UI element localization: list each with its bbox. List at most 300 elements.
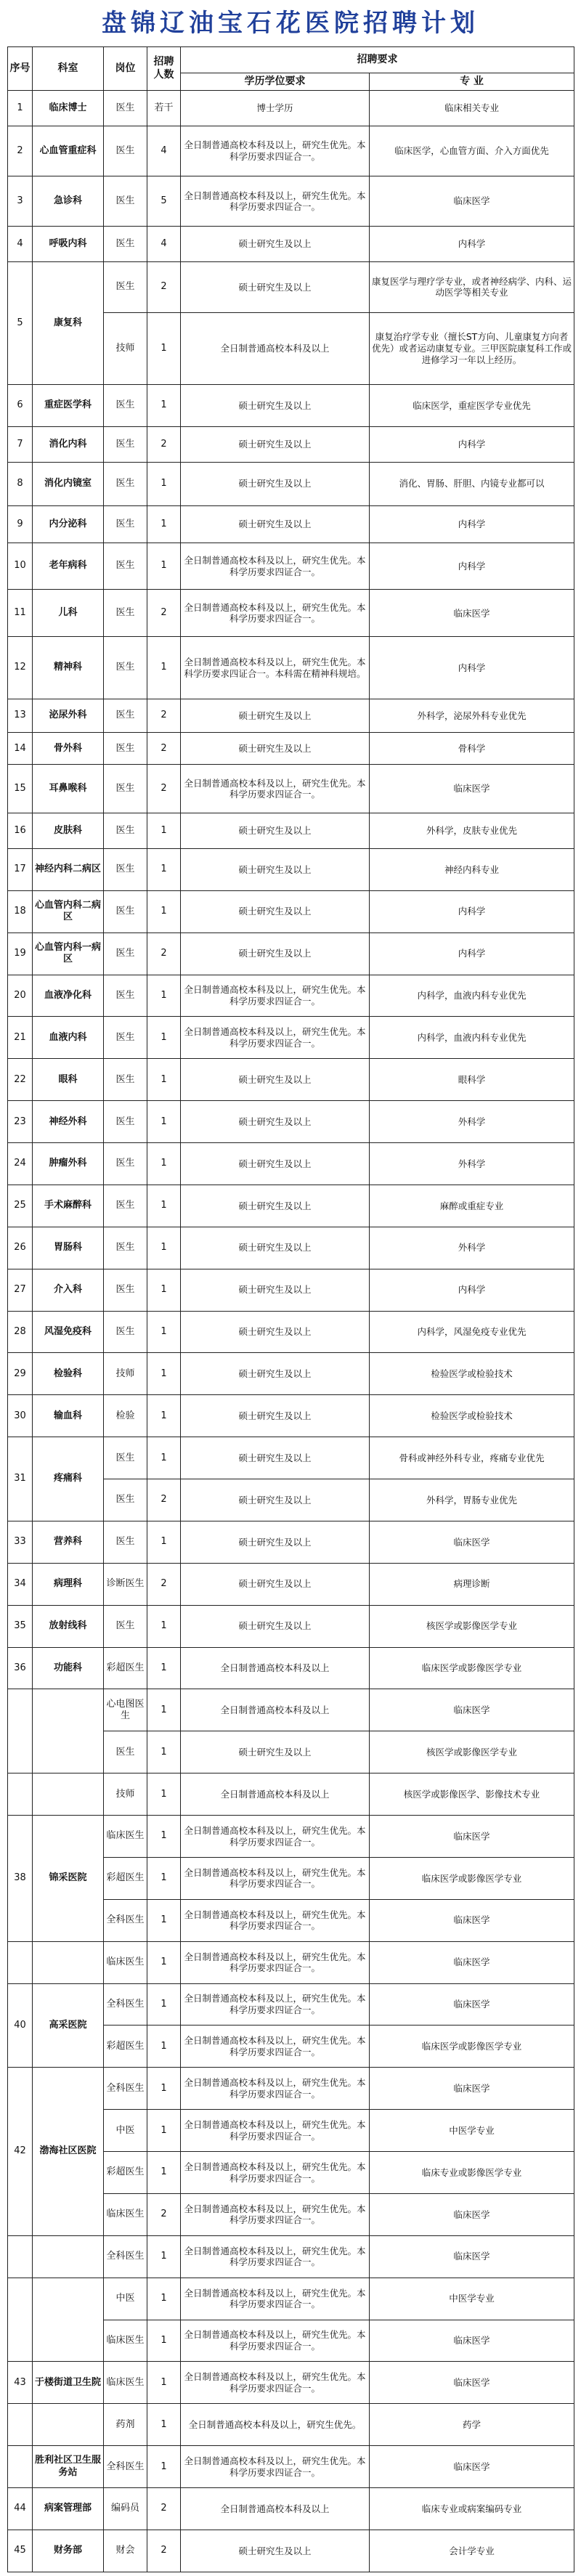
position-cell: 医生 — [104, 91, 147, 126]
major-requirement-cell: 临床医学或影像医学专业 — [370, 1647, 574, 1689]
department-cell: 高采医院 — [33, 1983, 104, 2068]
education-requirement-cell: 全日制普通高校本科及以上 — [181, 1689, 370, 1731]
row-number: 12 — [8, 637, 33, 699]
table-row — [8, 848, 574, 890]
major-requirement-cell: 临床医学 — [370, 2446, 574, 2488]
row-number: 44 — [8, 2488, 33, 2530]
row-number: 3 — [8, 176, 33, 227]
headcount-cell: 2 — [147, 262, 181, 312]
header-pos: 岗位 — [104, 47, 147, 91]
row-number: 19 — [8, 933, 33, 975]
education-requirement-cell: 全日制普通高校本科及以上，研究生优先。本科学历要求四证合一。 — [181, 1941, 370, 1983]
education-requirement-cell: 硕士研究生及以上 — [181, 227, 370, 262]
major-requirement-cell: 麻醉或重症专业 — [370, 1185, 574, 1227]
education-requirement-cell: 全日制普通高校本科及以上，研究生优先。本科学历要求四证合一。 — [181, 590, 370, 637]
major-requirement-cell: 临床医学 — [370, 1816, 574, 1858]
education-requirement-cell: 硕士研究生及以上 — [181, 1479, 370, 1521]
table-row — [8, 1605, 574, 1647]
position-cell: 诊断医生 — [104, 1563, 147, 1605]
headcount-cell: 2 — [147, 426, 181, 462]
major-requirement-cell: 临床医学或影像医学专业 — [370, 2026, 574, 2068]
headcount-cell: 2 — [147, 1479, 181, 1521]
table-row — [8, 227, 574, 262]
position-cell: 中医 — [104, 2110, 147, 2152]
header-maj: 专 业 — [370, 73, 574, 91]
position-cell: 医生 — [104, 426, 147, 462]
education-requirement-cell: 硕士研究生及以上 — [181, 1227, 370, 1269]
headcount-cell: 1 — [147, 1437, 181, 1479]
major-requirement-cell: 临床医学 — [370, 1983, 574, 2026]
headcount-cell: 1 — [147, 385, 181, 427]
education-requirement-cell: 全日制普通高校本科及以上，研究生优先。本科学历要求四证合一。 — [181, 176, 370, 227]
major-requirement-cell: 外科学 — [370, 1143, 574, 1185]
row-number: 6 — [8, 385, 33, 427]
department-cell: 神经外科 — [33, 1101, 104, 1143]
headcount-cell: 1 — [147, 505, 181, 543]
headcount-cell: 2 — [147, 2488, 181, 2530]
headcount-cell: 1 — [147, 1983, 181, 2026]
table-row — [8, 262, 574, 312]
major-requirement-cell: 中医学专业 — [370, 2110, 574, 2152]
headcount-cell: 1 — [147, 1731, 181, 1773]
row-number: 7 — [8, 426, 33, 462]
headcount-cell: 2 — [147, 1563, 181, 1605]
table-row — [8, 813, 574, 849]
major-requirement-cell: 临床医学 — [370, 1941, 574, 1983]
major-requirement-cell: 临床医学 — [370, 176, 574, 227]
table-row — [8, 1227, 574, 1269]
education-requirement-cell: 全日制普通高校本科及以上，研究生优先。本科学历要求四证合一。 — [181, 2235, 370, 2278]
major-requirement-cell: 临床医学 — [370, 1899, 574, 1941]
department-cell — [33, 2404, 104, 2446]
position-cell: 全科医生 — [104, 2235, 147, 2278]
row-number: 18 — [8, 890, 33, 933]
headcount-cell: 1 — [147, 312, 181, 385]
position-cell: 彩超医生 — [104, 1647, 147, 1689]
education-requirement-cell: 全日制普通高校本科及以上，研究生优先。 — [181, 2404, 370, 2446]
education-requirement-cell: 全日制普通高校本科及以上，研究生优先。本科学历要求四证合一。 — [181, 765, 370, 813]
position-cell: 医生 — [104, 543, 147, 590]
row-number: 26 — [8, 1227, 33, 1269]
headcount-cell: 若干 — [147, 91, 181, 126]
position-cell: 医生 — [104, 1227, 147, 1269]
department-cell: 康复科 — [33, 262, 104, 385]
table-row — [8, 426, 574, 462]
education-requirement-cell: 全日制普通高校本科及以上，研究生优先。本科学历要求四证合一。 — [181, 2362, 370, 2404]
department-cell: 手术麻醉科 — [33, 1185, 104, 1227]
table-row — [8, 126, 574, 176]
row-number — [8, 1689, 33, 1773]
education-requirement-cell: 全日制普通高校本科及以上 — [181, 312, 370, 385]
major-requirement-cell: 内科学 — [370, 637, 574, 699]
position-cell: 医生 — [104, 1017, 147, 1059]
education-requirement-cell: 硕士研究生及以上 — [181, 1731, 370, 1773]
department-cell: 皮肤科 — [33, 813, 104, 849]
table-row — [8, 1143, 574, 1185]
position-cell: 医生 — [104, 262, 147, 312]
major-requirement-cell: 内科学，风湿免疫专业优先 — [370, 1311, 574, 1353]
department-cell: 儿科 — [33, 590, 104, 637]
department-cell: 锦采医院 — [33, 1816, 104, 1942]
major-requirement-cell: 内科学，血液内科专业优先 — [370, 1017, 574, 1059]
major-requirement-cell: 临床医学 — [370, 1521, 574, 1563]
position-cell: 彩超医生 — [104, 2026, 147, 2068]
row-number: 4 — [8, 227, 33, 262]
education-requirement-cell: 博士学历 — [181, 91, 370, 126]
position-cell: 中医 — [104, 2278, 147, 2320]
major-requirement-cell: 内科学 — [370, 426, 574, 462]
table-row — [8, 543, 574, 590]
position-cell: 医生 — [104, 890, 147, 933]
major-requirement-cell: 临床医学，重症医学专业优先 — [370, 385, 574, 427]
education-requirement-cell: 硕士研究生及以上 — [181, 1563, 370, 1605]
table-row — [8, 1101, 574, 1143]
education-requirement-cell: 全日制普通高校本科及以上 — [181, 1773, 370, 1816]
table-row — [8, 176, 574, 227]
position-cell: 技师 — [104, 312, 147, 385]
department-cell: 心血管重症科 — [33, 126, 104, 176]
department-cell — [33, 2235, 104, 2278]
table-row — [8, 1353, 574, 1395]
headcount-cell: 1 — [147, 848, 181, 890]
table-row — [8, 1269, 574, 1311]
department-cell: 临床博士 — [33, 91, 104, 126]
education-requirement-cell: 全日制普通高校本科及以上，研究生优先。本科学历要求四证合一。 — [181, 1816, 370, 1858]
education-requirement-cell: 硕士研究生及以上 — [181, 262, 370, 312]
row-number: 21 — [8, 1017, 33, 1059]
education-requirement-cell: 硕士研究生及以上 — [181, 1101, 370, 1143]
table-row — [8, 1773, 574, 1816]
position-cell: 全科医生 — [104, 1983, 147, 2026]
major-requirement-cell: 内科学 — [370, 933, 574, 975]
headcount-cell: 2 — [147, 933, 181, 975]
row-number: 43 — [8, 2362, 33, 2404]
major-requirement-cell: 内科学，血液内科专业优先 — [370, 975, 574, 1017]
headcount-cell: 2 — [147, 765, 181, 813]
position-cell: 医生 — [104, 227, 147, 262]
page-title: 盘锦辽油宝石花医院招聘计划 — [102, 9, 479, 38]
department-cell: 呼吸内科 — [33, 227, 104, 262]
department-cell: 检验科 — [33, 1353, 104, 1395]
row-number — [8, 2278, 33, 2362]
row-number — [8, 2404, 33, 2446]
major-requirement-cell: 骨科学 — [370, 733, 574, 765]
headcount-cell: 1 — [147, 890, 181, 933]
education-requirement-cell: 全日制普通高校本科及以上，研究生优先。本科学历要求四证合一。 — [181, 2320, 370, 2362]
headcount-cell: 1 — [147, 1941, 181, 1983]
department-cell: 财务部 — [33, 2530, 104, 2572]
position-cell: 医生 — [104, 1605, 147, 1647]
major-requirement-cell: 中医学专业 — [370, 2278, 574, 2320]
education-requirement-cell: 全日制普通高校本科及以上，研究生优先。本科学历要求四证合一。 — [181, 2068, 370, 2110]
position-cell: 医生 — [104, 1521, 147, 1563]
education-requirement-cell: 硕士研究生及以上 — [181, 848, 370, 890]
department-cell — [33, 1773, 104, 1816]
department-cell: 重症医学科 — [33, 385, 104, 427]
row-number: 22 — [8, 1059, 33, 1101]
header-no: 序号 — [8, 47, 33, 91]
headcount-cell: 2 — [147, 699, 181, 732]
department-cell: 血液内科 — [33, 1017, 104, 1059]
education-requirement-cell: 全日制普通高校本科及以上，研究生优先。本科学历要求四证合一。 — [181, 543, 370, 590]
headcount-cell: 1 — [147, 2278, 181, 2320]
education-requirement-cell: 全日制普通高校本科及以上，研究生优先。本科学历要求四证合一。 — [181, 975, 370, 1017]
position-cell: 医生 — [104, 1101, 147, 1143]
department-cell: 老年病科 — [33, 543, 104, 590]
table-row — [8, 2278, 574, 2320]
education-requirement-cell: 硕士研究生及以上 — [181, 813, 370, 849]
table-row — [8, 1437, 574, 1479]
major-requirement-cell: 药学 — [370, 2404, 574, 2446]
education-requirement-cell: 全日制普通高校本科及以上，研究生优先。本科学历要求四证合一。 — [181, 1857, 370, 1899]
table-row — [8, 1059, 574, 1101]
position-cell: 医生 — [104, 813, 147, 849]
major-requirement-cell: 会计学专业 — [370, 2530, 574, 2572]
major-requirement-cell: 临床医学 — [370, 1689, 574, 1731]
headcount-cell: 1 — [147, 1143, 181, 1185]
department-cell: 神经内科二病区 — [33, 848, 104, 890]
headcount-cell: 1 — [147, 1185, 181, 1227]
education-requirement-cell: 全日制普通高校本科及以上，研究生优先。本科学历要求四证合一。 — [181, 2278, 370, 2320]
headcount-cell: 1 — [147, 1647, 181, 1689]
position-cell: 医生 — [104, 126, 147, 176]
table-row — [8, 2404, 574, 2446]
headcount-cell: 1 — [147, 1521, 181, 1563]
row-number: 2 — [8, 126, 33, 176]
education-requirement-cell: 全日制普通高校本科及以上，研究生优先。本科学历要求四证合一。 — [181, 1017, 370, 1059]
header-dept: 科室 — [33, 47, 104, 91]
education-requirement-cell: 硕士研究生及以上 — [181, 2530, 370, 2572]
headcount-cell: 1 — [147, 975, 181, 1017]
table-row — [8, 975, 574, 1017]
department-cell: 消化内镜室 — [33, 462, 104, 505]
department-cell: 病案管理部 — [33, 2488, 104, 2530]
headcount-cell: 2 — [147, 733, 181, 765]
row-number: 16 — [8, 813, 33, 849]
education-requirement-cell: 硕士研究生及以上 — [181, 699, 370, 732]
major-requirement-cell: 临床医学 — [370, 2362, 574, 2404]
table-row — [8, 637, 574, 699]
department-cell: 内分泌科 — [33, 505, 104, 543]
row-number — [8, 1773, 33, 1816]
position-cell: 医生 — [104, 933, 147, 975]
position-cell: 医生 — [104, 1269, 147, 1311]
table-row — [8, 1983, 574, 2026]
position-cell: 心电图医生 — [104, 1689, 147, 1731]
table-row — [8, 1816, 574, 1858]
table-row — [8, 1017, 574, 1059]
education-requirement-cell: 全日制普通高校本科及以上，研究生优先。本科学历要求四证合一。 — [181, 2193, 370, 2235]
position-cell: 医生 — [104, 975, 147, 1017]
position-cell: 全科医生 — [104, 1899, 147, 1941]
position-cell: 彩超医生 — [104, 2152, 147, 2194]
major-requirement-cell: 核医学或影像医学、影像技术专业 — [370, 1773, 574, 1816]
department-cell: 胃肠科 — [33, 1227, 104, 1269]
education-requirement-cell: 硕士研究生及以上 — [181, 1353, 370, 1395]
major-requirement-cell: 外科学 — [370, 1101, 574, 1143]
education-requirement-cell: 硕士研究生及以上 — [181, 1521, 370, 1563]
headcount-cell: 1 — [147, 1773, 181, 1816]
table-row — [8, 765, 574, 813]
department-cell: 于楼街道卫生院 — [33, 2362, 104, 2404]
row-number: 25 — [8, 1185, 33, 1227]
department-cell: 渤海社区医院 — [33, 2068, 104, 2236]
table-row — [8, 91, 574, 126]
major-requirement-cell: 临床医学 — [370, 2235, 574, 2278]
table-row — [8, 1941, 574, 1983]
table-row — [8, 2235, 574, 2278]
table-row — [8, 933, 574, 975]
headcount-cell: 2 — [147, 590, 181, 637]
row-number: 29 — [8, 1353, 33, 1395]
position-cell: 财会 — [104, 2530, 147, 2572]
education-requirement-cell: 硕士研究生及以上 — [181, 426, 370, 462]
headcount-cell: 4 — [147, 227, 181, 262]
headcount-cell: 1 — [147, 462, 181, 505]
department-cell: 营养科 — [33, 1521, 104, 1563]
headcount-cell: 1 — [147, 1899, 181, 1941]
headcount-cell: 1 — [147, 1311, 181, 1353]
row-number — [8, 2235, 33, 2278]
education-requirement-cell: 硕士研究生及以上 — [181, 1059, 370, 1101]
position-cell: 全科医生 — [104, 2068, 147, 2110]
major-requirement-cell: 外科学，泌尿外科专业优先 — [370, 699, 574, 732]
headcount-cell: 1 — [147, 813, 181, 849]
row-number: 15 — [8, 765, 33, 813]
department-cell: 眼科 — [33, 1059, 104, 1101]
table-row — [8, 385, 574, 427]
major-requirement-cell: 核医学或影像医学专业 — [370, 1731, 574, 1773]
row-number: 28 — [8, 1311, 33, 1353]
education-requirement-cell: 全日制普通高校本科及以上，研究生优先。本科学历要求四证合一。 — [181, 126, 370, 176]
education-requirement-cell: 硕士研究生及以上 — [181, 1143, 370, 1185]
department-cell: 输血科 — [33, 1395, 104, 1437]
department-cell: 精神科 — [33, 637, 104, 699]
education-requirement-cell: 全日制普通高校本科及以上 — [181, 2488, 370, 2530]
position-cell: 医生 — [104, 1479, 147, 1521]
headcount-cell: 1 — [147, 2152, 181, 2194]
row-number: 17 — [8, 848, 33, 890]
row-number: 38 — [8, 1816, 33, 1942]
table-row — [8, 1563, 574, 1605]
department-cell — [33, 1689, 104, 1773]
table-row — [8, 733, 574, 765]
table-row — [8, 2446, 574, 2488]
major-requirement-cell: 临床相关专业 — [370, 91, 574, 126]
department-cell: 放射线科 — [33, 1605, 104, 1647]
major-requirement-cell: 临床医学 — [370, 765, 574, 813]
major-requirement-cell: 病理诊断 — [370, 1563, 574, 1605]
major-requirement-cell: 康复治疗学专业（擅长ST方向、儿童康复方向者优先）或者运动康复专业。三甲医院康复科工作或进修学习一年以上经历。 — [370, 312, 574, 385]
education-requirement-cell: 全日制普通高校本科及以上，研究生优先。本科学历要求四证合一。本科需在精神科规培。 — [181, 637, 370, 699]
education-requirement-cell: 硕士研究生及以上 — [181, 462, 370, 505]
headcount-cell: 1 — [147, 1395, 181, 1437]
row-number: 20 — [8, 975, 33, 1017]
department-cell: 心血管内科一病区 — [33, 933, 104, 975]
headcount-cell: 1 — [147, 2362, 181, 2404]
row-number: 42 — [8, 2068, 33, 2236]
education-requirement-cell: 硕士研究生及以上 — [181, 733, 370, 765]
education-requirement-cell: 全日制普通高校本科及以上 — [181, 1647, 370, 1689]
row-number: 40 — [8, 1983, 33, 2068]
row-number: 5 — [8, 262, 33, 385]
position-cell: 临床医生 — [104, 1941, 147, 1983]
headcount-cell: 1 — [147, 2404, 181, 2446]
education-requirement-cell: 硕士研究生及以上 — [181, 1269, 370, 1311]
headcount-cell: 5 — [147, 176, 181, 227]
row-number: 1 — [8, 91, 33, 126]
headcount-cell: 1 — [147, 637, 181, 699]
table-row — [8, 1185, 574, 1227]
position-cell: 医生 — [104, 505, 147, 543]
major-requirement-cell: 内科学 — [370, 227, 574, 262]
table-row — [8, 1311, 574, 1353]
position-cell: 医生 — [104, 1437, 147, 1479]
headcount-cell: 1 — [147, 2026, 181, 2068]
department-cell: 风湿免疫科 — [33, 1311, 104, 1353]
headcount-cell: 1 — [147, 1101, 181, 1143]
major-requirement-cell: 外科学 — [370, 1227, 574, 1269]
headcount-cell: 2 — [147, 2530, 181, 2572]
position-cell: 医生 — [104, 385, 147, 427]
education-requirement-cell: 硕士研究生及以上 — [181, 1311, 370, 1353]
major-requirement-cell: 骨科或神经外科专业，疼痛专业优先 — [370, 1437, 574, 1479]
position-cell: 医生 — [104, 590, 147, 637]
department-cell — [33, 2278, 104, 2362]
headcount-cell: 1 — [147, 1689, 181, 1731]
position-cell: 医生 — [104, 637, 147, 699]
row-number: 35 — [8, 1605, 33, 1647]
department-cell: 肿瘤外科 — [33, 1143, 104, 1185]
education-requirement-cell: 全日制普通高校本科及以上，研究生优先。本科学历要求四证合一。 — [181, 1899, 370, 1941]
education-requirement-cell: 硕士研究生及以上 — [181, 1437, 370, 1479]
major-requirement-cell: 临床专业或影像医学专业 — [370, 2152, 574, 2194]
row-number: 34 — [8, 1563, 33, 1605]
row-number: 33 — [8, 1521, 33, 1563]
row-number: 27 — [8, 1269, 33, 1311]
header-req: 招聘要求 — [181, 47, 574, 73]
major-requirement-cell: 内科学 — [370, 890, 574, 933]
table-row — [8, 2530, 574, 2572]
position-cell: 医生 — [104, 848, 147, 890]
header-edu: 学历学位要求 — [181, 73, 370, 91]
education-requirement-cell: 全日制普通高校本科及以上，研究生优先。本科学历要求四证合一。 — [181, 2110, 370, 2152]
table-row — [8, 1395, 574, 1437]
table-row — [8, 2362, 574, 2404]
position-cell: 技师 — [104, 1353, 147, 1395]
education-requirement-cell: 硕士研究生及以上 — [181, 933, 370, 975]
department-cell: 病理科 — [33, 1563, 104, 1605]
headcount-cell: 1 — [147, 2235, 181, 2278]
row-number: 24 — [8, 1143, 33, 1185]
education-requirement-cell: 全日制普通高校本科及以上，研究生优先。本科学历要求四证合一。 — [181, 1983, 370, 2026]
education-requirement-cell: 全日制普通高校本科及以上，研究生优先。本科学历要求四证合一。 — [181, 2152, 370, 2194]
major-requirement-cell: 神经内科专业 — [370, 848, 574, 890]
headcount-cell: 1 — [147, 1857, 181, 1899]
position-cell: 医生 — [104, 176, 147, 227]
position-cell: 医生 — [104, 1311, 147, 1353]
education-requirement-cell: 硕士研究生及以上 — [181, 385, 370, 427]
position-cell: 临床医生 — [104, 2362, 147, 2404]
position-cell: 药剂 — [104, 2404, 147, 2446]
row-number: 45 — [8, 2530, 33, 2572]
education-requirement-cell: 全日制普通高校本科及以上，研究生优先。本科学历要求四证合一。 — [181, 2446, 370, 2488]
department-cell: 骨外科 — [33, 733, 104, 765]
headcount-cell: 1 — [147, 2446, 181, 2488]
row-number: 13 — [8, 699, 33, 732]
row-number: 30 — [8, 1395, 33, 1437]
education-requirement-cell: 全日制普通高校本科及以上，研究生优先。本科学历要求四证合一。 — [181, 2026, 370, 2068]
